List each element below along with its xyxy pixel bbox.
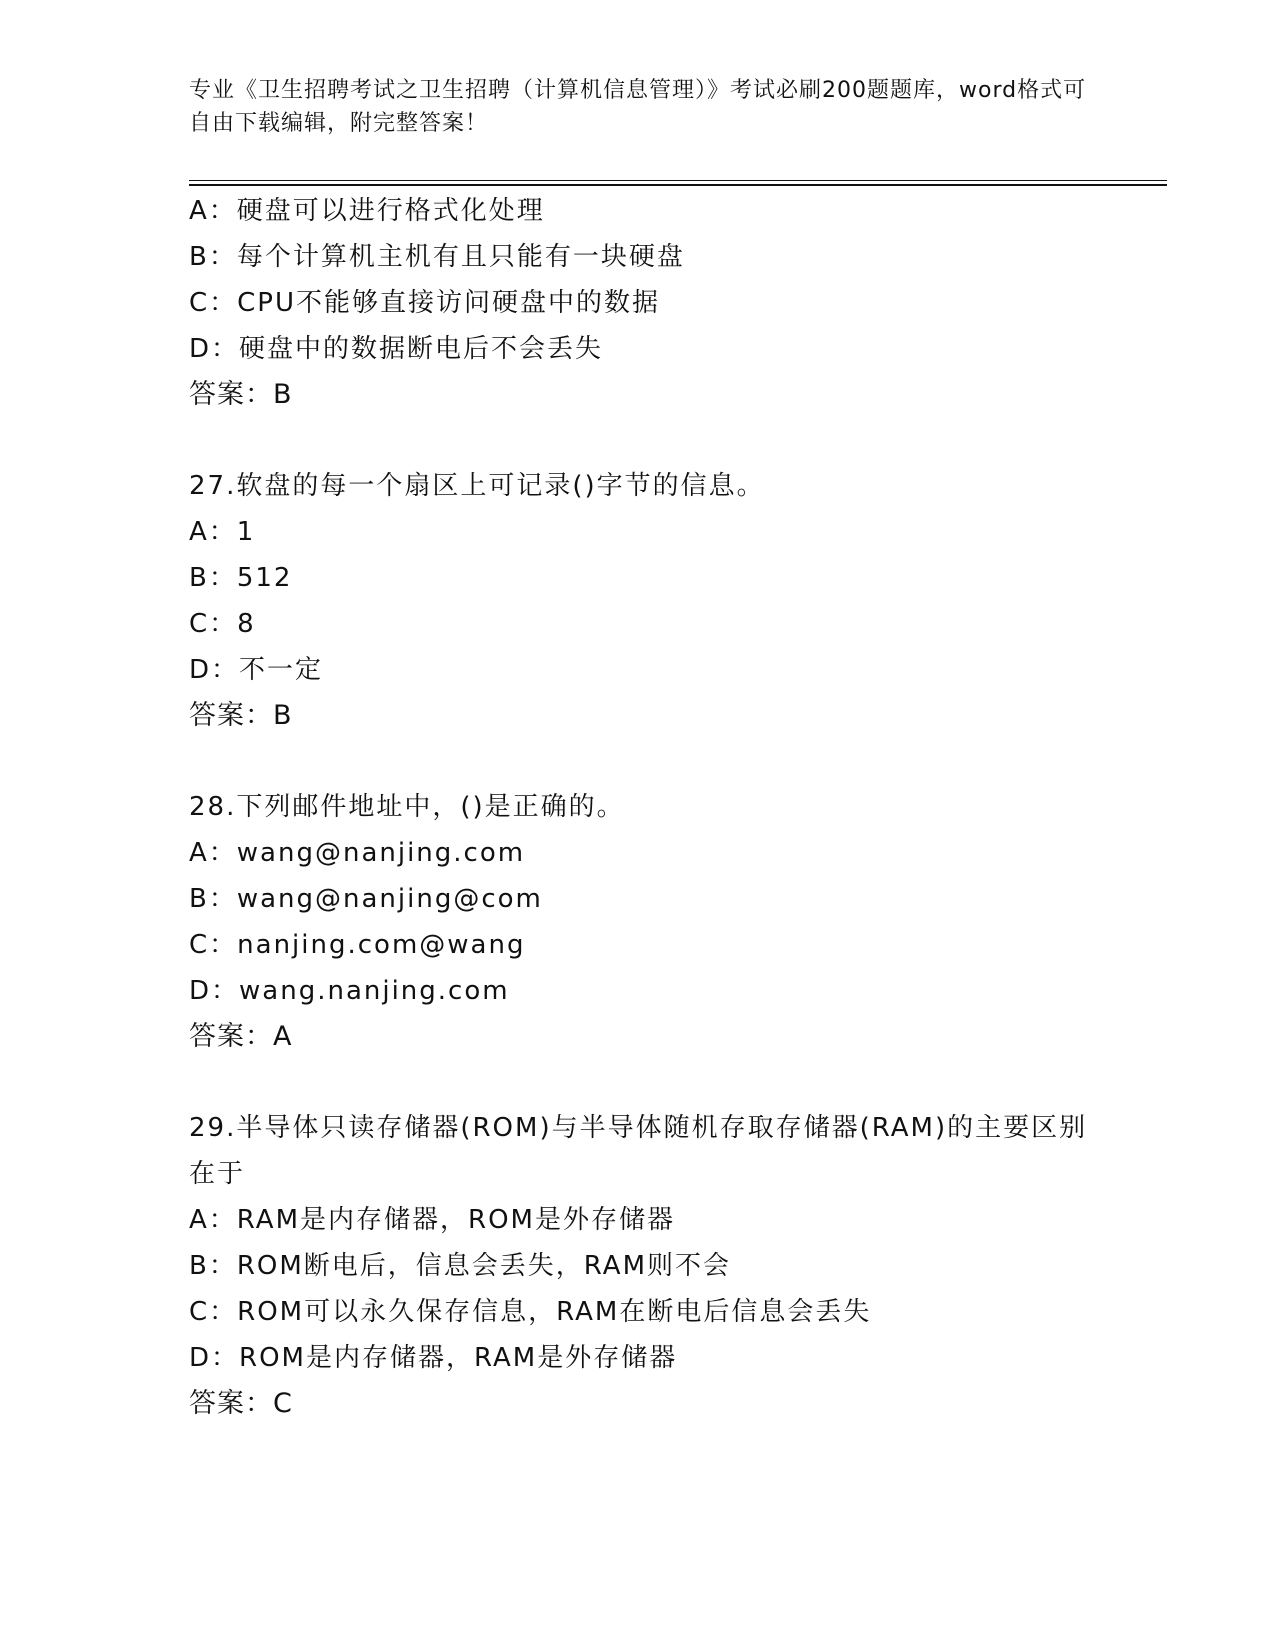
option-c: C：CPU不能够直接访问硬盘中的数据	[189, 288, 661, 318]
option-b: B：每个计算机主机有且只能有一块硬盘	[189, 242, 685, 272]
header-divider-thick	[189, 184, 1167, 186]
question-content	[189, 188, 1089, 1427]
question-text: 29.半导体只读存储器(ROM)与半导体随机存取存储器(RAM)的主要区别在于	[189, 1113, 1088, 1189]
option-b: B：512	[189, 563, 293, 593]
question-29-block	[189, 1105, 1089, 1427]
option-d: D：硬盘中的数据断电后不会丢失	[189, 334, 604, 364]
question-27-block	[189, 463, 1089, 739]
question-text: 28.下列邮件地址中，()是正确的。	[189, 792, 625, 822]
answer-line: 答案：A	[189, 1021, 293, 1052]
header-divider-thin	[189, 180, 1167, 181]
option-a: A：硬盘可以进行格式化处理	[189, 196, 545, 226]
answer-line: 答案：B	[189, 700, 293, 731]
option-b: B：ROM断电后，信息会丢失，RAM则不会	[189, 1251, 732, 1281]
option-a: A：1	[189, 517, 256, 547]
option-d: D：不一定	[189, 655, 324, 685]
answer-line: 答案：C	[189, 1388, 293, 1419]
question-26-block	[189, 188, 1089, 418]
answer-line: 答案：B	[189, 379, 293, 410]
option-d: D：ROM是内存储器，RAM是外存储器	[189, 1343, 678, 1373]
question-text: 27.软盘的每一个扇区上可记录()字节的信息。	[189, 471, 765, 501]
option-b: B：wang@nanjing@com	[189, 884, 543, 914]
option-c: C：nanjing.com@wang	[189, 930, 526, 960]
option-a: A：wang@nanjing.com	[189, 838, 526, 868]
option-c: C：ROM可以永久保存信息，RAM在断电后信息会丢失	[189, 1297, 872, 1327]
option-a: A：RAM是内存储器，ROM是外存储器	[189, 1205, 675, 1235]
option-c: C：8	[189, 609, 256, 639]
option-d: D：wang.nanjing.com	[189, 976, 510, 1006]
document-header: 专业《卫生招聘考试之卫生招聘（计算机信息管理）》考试必刷200题题库，word格式可自由下载编辑，附完整答案！	[189, 78, 1087, 136]
question-28-block	[189, 784, 1089, 1060]
